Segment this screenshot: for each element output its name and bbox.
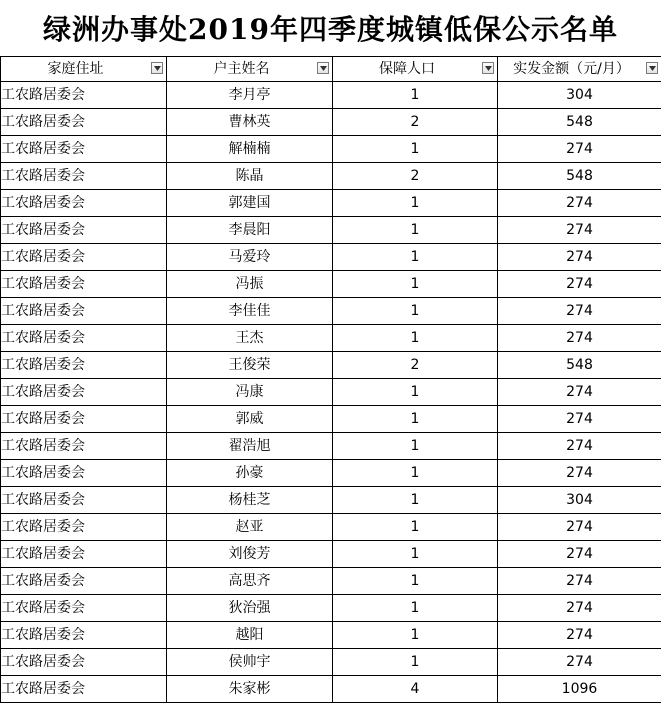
people-cell[interactable]: 2 bbox=[333, 352, 498, 379]
people-cell[interactable]: 1 bbox=[333, 298, 498, 325]
table-row bbox=[1, 433, 661, 460]
column-header-label: 户主姓名 bbox=[214, 57, 286, 81]
dropdown-filter-icon[interactable] bbox=[317, 62, 329, 74]
people-cell[interactable]: 1 bbox=[333, 568, 498, 595]
name-cell[interactable]: 冯康 bbox=[167, 379, 333, 406]
address-cell[interactable]: 工农路居委会 bbox=[1, 325, 167, 352]
name-cell[interactable]: 孙豪 bbox=[167, 460, 333, 487]
name-cell[interactable]: 解楠楠 bbox=[167, 136, 333, 163]
name-cell[interactable]: 王俊荣 bbox=[167, 352, 333, 379]
amount-cell[interactable]: 274 bbox=[498, 298, 661, 325]
table-row bbox=[1, 244, 661, 271]
name-cell[interactable]: 曹林英 bbox=[167, 109, 333, 136]
name-cell[interactable]: 郭威 bbox=[167, 406, 333, 433]
address-cell[interactable]: 工农路居委会 bbox=[1, 352, 167, 379]
people-cell[interactable]: 1 bbox=[333, 649, 498, 676]
table-row bbox=[1, 325, 661, 352]
address-cell[interactable]: 工农路居委会 bbox=[1, 109, 167, 136]
address-cell[interactable]: 工农路居委会 bbox=[1, 217, 167, 244]
address-cell[interactable]: 工农路居委会 bbox=[1, 460, 167, 487]
name-cell[interactable]: 李晨阳 bbox=[167, 217, 333, 244]
amount-cell[interactable]: 274 bbox=[498, 244, 661, 271]
low-income-table bbox=[0, 56, 661, 703]
table-row bbox=[1, 487, 661, 514]
amount-cell[interactable]: 304 bbox=[498, 82, 661, 109]
table-row bbox=[1, 136, 661, 163]
people-cell[interactable]: 1 bbox=[333, 541, 498, 568]
amount-cell[interactable]: 274 bbox=[498, 217, 661, 244]
name-cell[interactable]: 高思齐 bbox=[167, 568, 333, 595]
address-cell[interactable]: 工农路居委会 bbox=[1, 244, 167, 271]
dropdown-filter-icon[interactable] bbox=[151, 62, 163, 74]
dropdown-filter-icon[interactable] bbox=[482, 62, 494, 74]
amount-cell[interactable]: 274 bbox=[498, 433, 661, 460]
sheet-title: 绿洲办事处2019年四季度城镇低保公示名单 bbox=[0, 0, 661, 55]
people-cell[interactable]: 4 bbox=[333, 676, 498, 703]
amount-cell[interactable]: 1096 bbox=[498, 676, 661, 703]
name-cell[interactable]: 李月亭 bbox=[167, 82, 333, 109]
address-cell[interactable]: 工农路居委会 bbox=[1, 676, 167, 703]
table-row bbox=[1, 379, 661, 406]
people-cell[interactable]: 1 bbox=[333, 82, 498, 109]
name-cell[interactable]: 王杰 bbox=[167, 325, 333, 352]
column-header-label: 家庭住址 bbox=[48, 57, 120, 81]
amount-cell[interactable]: 274 bbox=[498, 271, 661, 298]
name-cell[interactable]: 杨桂芝 bbox=[167, 487, 333, 514]
column-header-label: 实发金额（元/月） bbox=[513, 57, 646, 81]
people-cell[interactable]: 1 bbox=[333, 136, 498, 163]
people-cell[interactable]: 2 bbox=[333, 109, 498, 136]
amount-cell[interactable]: 304 bbox=[498, 487, 661, 514]
table-row bbox=[1, 217, 661, 244]
people-cell[interactable]: 1 bbox=[333, 217, 498, 244]
people-cell[interactable]: 2 bbox=[333, 163, 498, 190]
amount-cell[interactable]: 274 bbox=[498, 325, 661, 352]
column-header-address bbox=[1, 57, 167, 82]
people-cell[interactable]: 1 bbox=[333, 514, 498, 541]
name-cell[interactable]: 侯帅宇 bbox=[167, 649, 333, 676]
address-cell[interactable]: 工农路居委会 bbox=[1, 595, 167, 622]
people-cell[interactable]: 1 bbox=[333, 595, 498, 622]
amount-cell[interactable]: 274 bbox=[498, 649, 661, 676]
address-cell[interactable]: 工农路居委会 bbox=[1, 379, 167, 406]
address-cell[interactable]: 工农路居委会 bbox=[1, 190, 167, 217]
amount-cell[interactable]: 274 bbox=[498, 460, 661, 487]
table-row bbox=[1, 568, 661, 595]
name-cell[interactable]: 翟浩旭 bbox=[167, 433, 333, 460]
address-cell[interactable]: 工农路居委会 bbox=[1, 514, 167, 541]
amount-cell[interactable]: 548 bbox=[498, 352, 661, 379]
address-cell[interactable]: 工农路居委会 bbox=[1, 82, 167, 109]
people-cell[interactable]: 1 bbox=[333, 622, 498, 649]
people-cell[interactable]: 1 bbox=[333, 379, 498, 406]
amount-cell[interactable]: 274 bbox=[498, 379, 661, 406]
table-row bbox=[1, 163, 661, 190]
address-cell[interactable]: 工农路居委会 bbox=[1, 136, 167, 163]
column-header-amount bbox=[498, 57, 661, 82]
table-row bbox=[1, 406, 661, 433]
table-row bbox=[1, 541, 661, 568]
name-cell[interactable]: 狄治强 bbox=[167, 595, 333, 622]
column-header-label: 保障人口 bbox=[379, 57, 451, 81]
address-cell[interactable]: 工农路居委会 bbox=[1, 406, 167, 433]
table-row bbox=[1, 109, 661, 136]
table-row bbox=[1, 622, 661, 649]
name-cell[interactable]: 赵亚 bbox=[167, 514, 333, 541]
dropdown-filter-icon[interactable] bbox=[646, 62, 658, 74]
people-cell[interactable]: 1 bbox=[333, 271, 498, 298]
amount-cell[interactable]: 274 bbox=[498, 514, 661, 541]
address-cell[interactable]: 工农路居委会 bbox=[1, 163, 167, 190]
table-row bbox=[1, 514, 661, 541]
header-row bbox=[1, 57, 661, 82]
people-cell[interactable]: 1 bbox=[333, 433, 498, 460]
name-cell[interactable]: 陈晶 bbox=[167, 163, 333, 190]
name-cell[interactable]: 越阳 bbox=[167, 622, 333, 649]
amount-cell[interactable]: 274 bbox=[498, 136, 661, 163]
table-body bbox=[1, 82, 661, 703]
name-cell[interactable]: 刘俊芳 bbox=[167, 541, 333, 568]
name-cell[interactable]: 郭建国 bbox=[167, 190, 333, 217]
address-cell[interactable]: 工农路居委会 bbox=[1, 433, 167, 460]
name-cell[interactable]: 朱家彬 bbox=[167, 676, 333, 703]
amount-cell[interactable]: 274 bbox=[498, 568, 661, 595]
people-cell[interactable]: 1 bbox=[333, 460, 498, 487]
amount-cell[interactable]: 274 bbox=[498, 406, 661, 433]
amount-cell[interactable]: 548 bbox=[498, 109, 661, 136]
table-row bbox=[1, 271, 661, 298]
people-cell[interactable]: 1 bbox=[333, 325, 498, 352]
address-cell[interactable]: 工农路居委会 bbox=[1, 271, 167, 298]
address-cell[interactable]: 工农路居委会 bbox=[1, 622, 167, 649]
amount-cell[interactable]: 274 bbox=[498, 541, 661, 568]
people-cell[interactable]: 1 bbox=[333, 190, 498, 217]
people-cell[interactable]: 1 bbox=[333, 487, 498, 514]
address-cell[interactable]: 工农路居委会 bbox=[1, 487, 167, 514]
table-row bbox=[1, 352, 661, 379]
people-cell[interactable]: 1 bbox=[333, 244, 498, 271]
amount-cell[interactable]: 274 bbox=[498, 595, 661, 622]
amount-cell[interactable]: 274 bbox=[498, 190, 661, 217]
table-row bbox=[1, 298, 661, 325]
address-cell[interactable]: 工农路居委会 bbox=[1, 649, 167, 676]
table-row bbox=[1, 676, 661, 703]
table-row bbox=[1, 649, 661, 676]
people-cell[interactable]: 1 bbox=[333, 406, 498, 433]
column-header-name bbox=[167, 57, 333, 82]
table-row bbox=[1, 460, 661, 487]
table-row bbox=[1, 190, 661, 217]
amount-cell[interactable]: 548 bbox=[498, 163, 661, 190]
amount-cell[interactable]: 274 bbox=[498, 622, 661, 649]
name-cell[interactable]: 冯振 bbox=[167, 271, 333, 298]
table-row bbox=[1, 595, 661, 622]
address-cell[interactable]: 工农路居委会 bbox=[1, 541, 167, 568]
address-cell[interactable]: 工农路居委会 bbox=[1, 568, 167, 595]
name-cell[interactable]: 马爱玲 bbox=[167, 244, 333, 271]
address-cell[interactable]: 工农路居委会 bbox=[1, 298, 167, 325]
name-cell[interactable]: 李佳佳 bbox=[167, 298, 333, 325]
table-row bbox=[1, 82, 661, 109]
column-header-people bbox=[333, 57, 498, 82]
